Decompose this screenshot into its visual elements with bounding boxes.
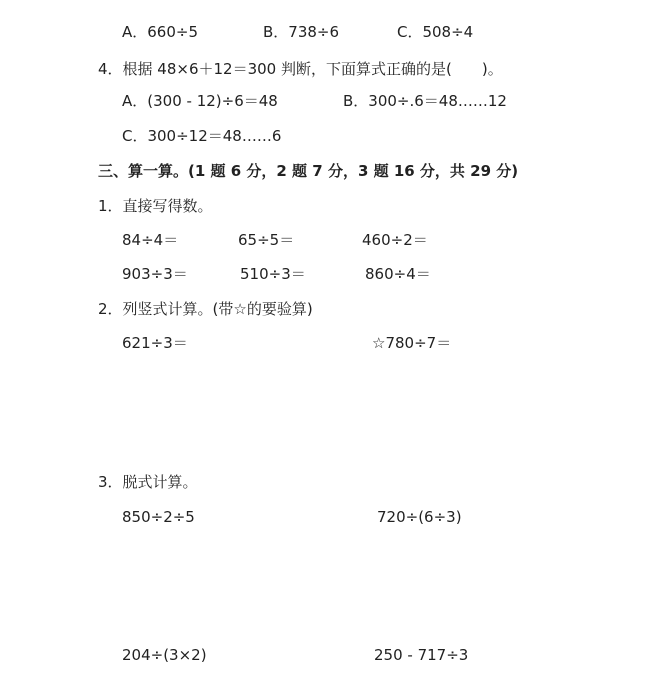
stepwise-problem: 850÷2÷5	[122, 508, 195, 526]
oral-problem: 903÷3＝	[122, 265, 188, 283]
q4-option-a: A．(300 - 12)÷6＝48	[122, 92, 278, 110]
q3-option-b: B．738÷6	[263, 23, 340, 41]
q4-option-c: C．300÷12＝48……6	[122, 127, 282, 145]
stepwise-problem: 204÷(3×2)	[122, 646, 207, 664]
q4-option-b: B．300÷.6＝48……12	[343, 92, 507, 110]
stepwise-problem: 720÷(6÷3)	[377, 508, 462, 526]
oral-problem: 510÷3＝	[240, 265, 306, 283]
part-3-title: 3．脱式计算。	[98, 473, 198, 491]
part-1-title: 1．直接写得数。	[98, 197, 213, 215]
stepwise-problem: 250 - 717÷3	[374, 646, 469, 664]
section-3-heading: 三、算一算。(1 题 6 分，2 题 7 分，3 题 16 分，共 29 分)	[98, 162, 519, 180]
part-2-title: 2．列竖式计算。(带☆的要验算)	[98, 300, 313, 318]
q4-stem: 4．根据 48×6＋12＝300 判断，下面算式正确的是( )。	[98, 60, 503, 78]
vertical-problem: ☆780÷7＝	[372, 334, 452, 352]
oral-problem: 860÷4＝	[365, 265, 431, 283]
oral-problem: 460÷2＝	[362, 231, 428, 249]
q3-option-a: A．660÷5	[122, 23, 199, 41]
oral-problem: 84÷4＝	[122, 231, 179, 249]
oral-problem: 65÷5＝	[238, 231, 295, 249]
vertical-problem: 621÷3＝	[122, 334, 188, 352]
q3-option-c: C．508÷4	[397, 23, 474, 41]
